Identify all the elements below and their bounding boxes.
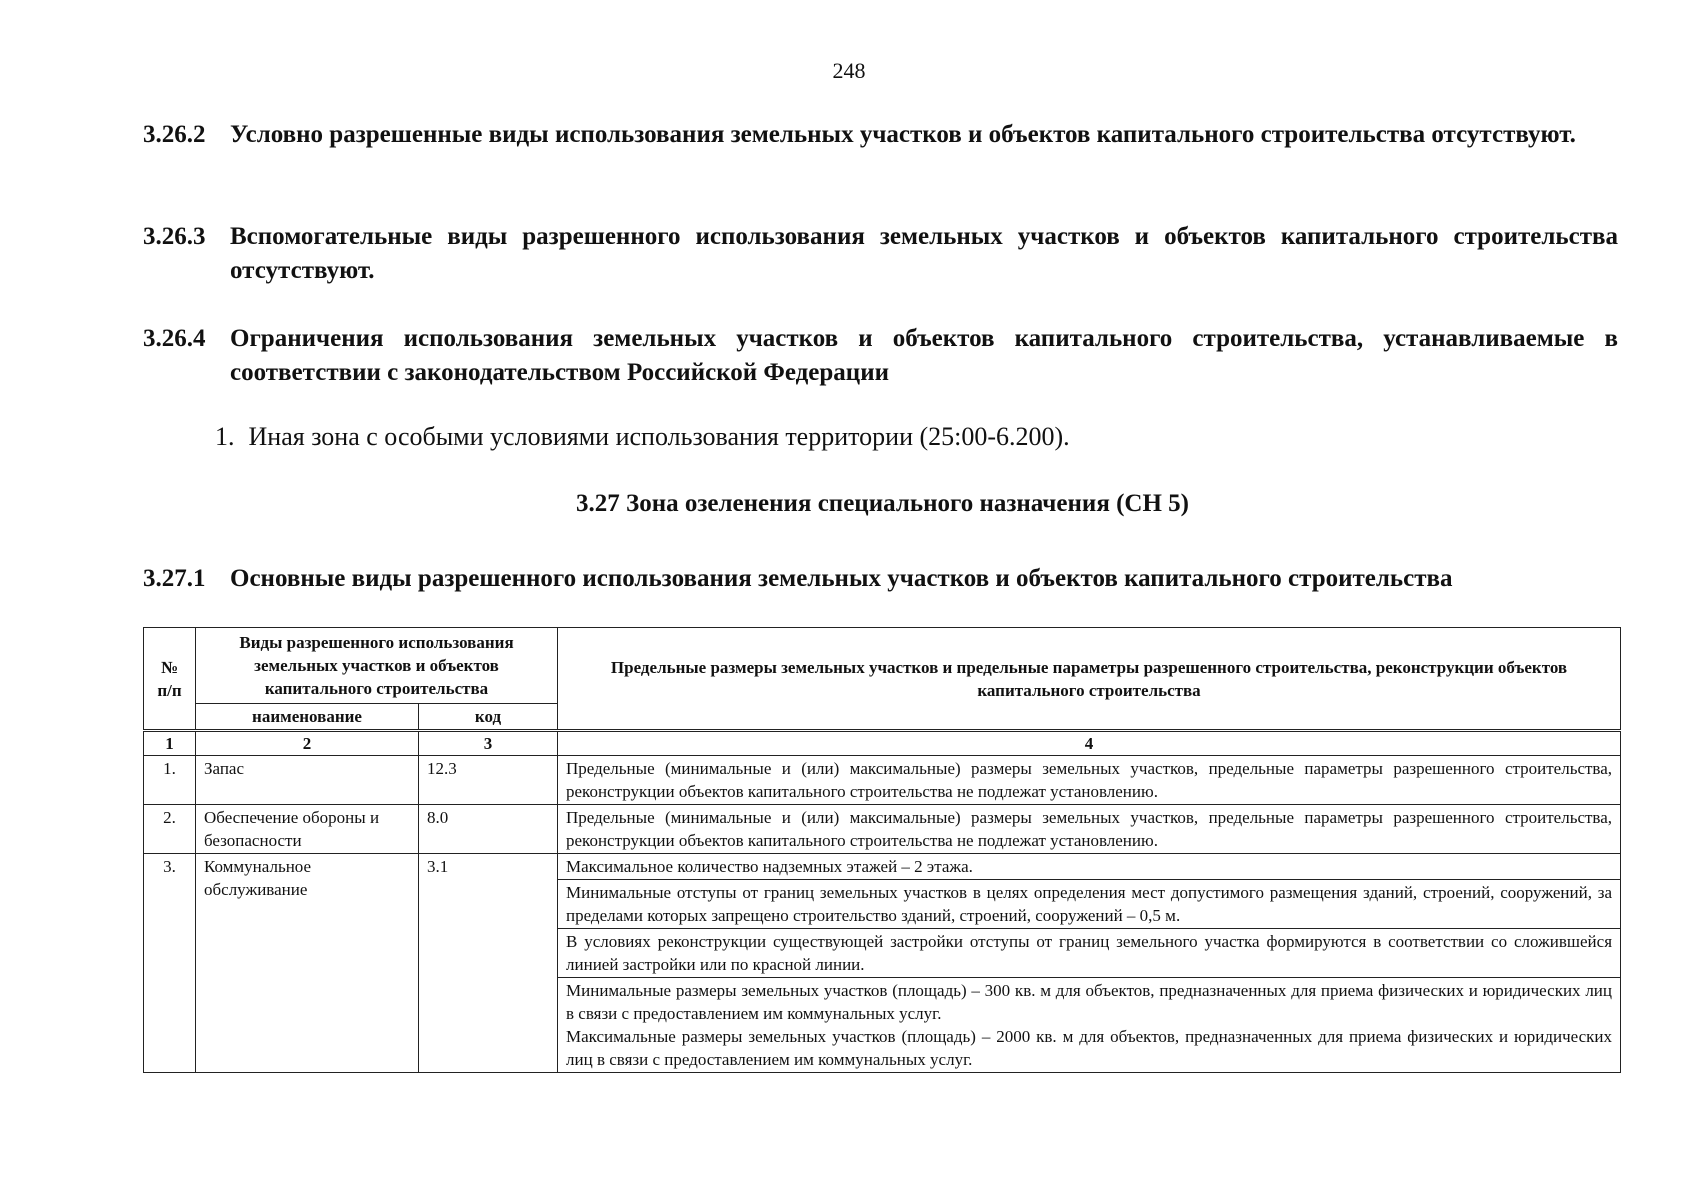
row-name: Обеспечение обороны и безопасности [196,805,419,854]
header-kinds: Виды разрешенного использования земельных участков и объектов капитального строительства [196,628,558,704]
row-param: Минимальные размеры земельных участков (площадь) – 300 кв. м для объектов, предназначенных для приема физических и юридических лиц в связи с предоставлением им коммунальных услуг. [566,981,1613,1023]
header-num: № п/п [144,628,196,731]
row-num: 3. [144,854,196,1073]
list-item [215,420,1070,454]
table-row [144,805,1621,854]
section-3-26-2 [143,118,1618,152]
column-numbers-row [144,731,1621,756]
row-param: Минимальные отступы от границ земельных участков в целях определения мест допустимого размещения зданий, строений, сооружений, за пределами которых запрещено строительство зданий, строений, сооружений – 0,5 м. [558,880,1621,929]
row-num: 2. [144,805,196,854]
header-code: код [419,704,558,731]
row-param: Максимальное количество надземных этажей – 2 этажа. [558,854,1621,880]
section-title: Вспомогательные виды разрешенного использования земельных участков и объектов капитального строительства отсутствуют. [230,223,1618,284]
header-name: наименование [196,704,419,731]
row-name: Запас [196,756,419,805]
row-param: Предельные (минимальные и (или) максимальные) размеры земельных участков, предельные параметры разрешенного строительства, реконструкции объектов капитального строительства не подлежат установлению. [558,805,1621,854]
regulations-table [143,627,1621,1073]
row-num: 1. [144,756,196,805]
column-number: 4 [558,731,1621,756]
column-number: 1 [144,731,196,756]
column-number: 2 [196,731,419,756]
section-number: 3.26.3 [143,223,206,250]
list-item-text: Иная зона с особыми условиями использования территории (25:00-6.200). [248,422,1070,451]
row-param: Предельные (минимальные и (или) максимальные) размеры земельных участков, предельные параметры разрешенного строительства, реконструкции объектов капитального строительства не подлежат установлению. [558,756,1621,805]
row-code: 12.3 [419,756,558,805]
section-title: Условно разрешенные виды использования земельных участков и объектов капитального строительства отсутствуют. [230,121,1576,148]
section-3-26-3 [143,220,1618,288]
zone-heading: 3.27 Зона озеленения специального назначения (СН 5) [576,490,1189,517]
row-code: 8.0 [419,805,558,854]
section-number: 3.27.1 [143,565,206,592]
list-marker: 1. [215,422,235,451]
section-title: Основные виды разрешенного использования земельных участков и объектов капитального строительства [230,565,1453,592]
section-3-26-4 [143,322,1618,390]
row-code: 3.1 [419,854,558,1073]
row-name: Коммунальное обслуживание [196,854,419,1073]
table-row [144,756,1621,805]
row-param: Максимальные размеры земельных участков (площадь) – 2000 кв. м для объектов, предназначенных для приема физических и юридических лиц в связи с предоставлением им коммунальных услуг. [566,1027,1613,1069]
row-param: В условиях реконструкции существующей застройки отступы от границ земельного участка формируются в соответствии со сложившейся линией застройки или по красной линии. [558,929,1621,978]
section-number: 3.26.4 [143,325,206,352]
section-number: 3.26.2 [143,121,206,148]
header-limits: Предельные размеры земельных участков и предельные параметры разрешенного строительства, реконструкции объектов капитального строительства [558,628,1621,731]
table-row [144,854,1621,880]
section-title: Ограничения использования земельных участков и объектов капитального строительства, устанавливаемые в соответствии с законодательством Российской Федерации [230,325,1618,386]
section-3-27-1 [143,562,1618,596]
row-param-group [558,978,1621,1073]
page-number: 248 [832,58,866,83]
column-number: 3 [419,731,558,756]
